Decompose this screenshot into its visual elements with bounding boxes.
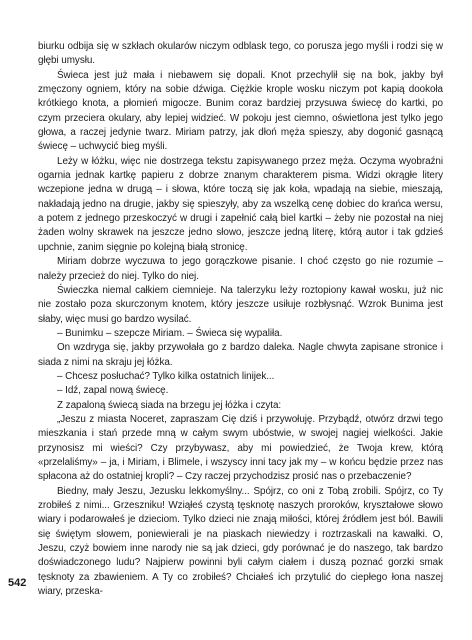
paragraph: Z zapaloną świecą siada na brzegu jej łóżka i czyta: (57, 399, 282, 411)
dialogue-line: – Idź, zapal nową świecę. (57, 385, 169, 397)
dialogue-line: – Bunimku – szepcze Miriam. – Świeca się wypaliła. (57, 327, 283, 339)
page-number: 542 (8, 577, 27, 589)
quoted-paragraph: Biedny, mały Jeszu, Jezusku lekkomyślny... Spójrz, co oni z Tobą zrobili. Spójrz, co Ty zrobiłeś z nimi... Grzeszniku! Wziąłeś czystą tęsknotę naszych proroków, kryształowe słowo wiary i podarowałeś je dzieciom. Tylko dzieci nie znają miłości, której źródłem jest ból. Bawili się świętym słowem, poniewierali je na piaskach niewiedzy i roztrzaskali na kawałki. O, Jeszu, czyż bowiem inne narody nie są jak dzieci, gdy porównać je do naszego, tak bardzo doświadczonego ludu? Najpierw powinni byli całym ciałem i duszą poznać gorzki smak tęsknoty za zbawieniem. A Ty co zrobiłeś? Chciałeś ich przytulić do ciepłego łona naszej wiary, przeska- (38, 485, 443, 598)
paragraph: Leży w łóżku, więc nie dostrzega tekstu zapisywanego przez męża. Oczyma wyobraźni ogarnia jednak kartkę papieru z dobrze znanym charakterem pisma. Widzi okrągłe litery wczepione jedna w drugą – i słowa, które toczą się jak koła, wpadają na siebie, mieszają, nakładają jedno na drugie, jakby się spieszyły, aby za wszelką cenę dobiec do krańca wersu, a potem z jednego przeskoczyć w drugi i zapełnić całą biel kartki – żeby nie pozostał na niej żaden wolny skrawek na jeszcze jedno słowo, jeszcze jedną literę, którą autor i tak gdzieś upchnie, zanim sięgnie po kolejną białą stronicę. (38, 155, 443, 253)
paragraph: Świeczka niemal całkiem ciemnieje. Na talerzyku leży roztopiony kawał wosku, już nic nie zostało poza skurczonym knotem, który jeszcze usiłuje rozbłysnąć. Wzrok Bunima jest słaby, więc musi go bardzo wysilać. (38, 284, 443, 325)
paragraph: On wzdryga się, jakby przywołała go z bardzo daleka. Nagle chwyta zapisane stronice i siada z nimi na skraju jej łóżka. (38, 342, 443, 368)
paragraph: biurku odbija się w szkłach okularów niczym odblask tego, co porusza jego myśli i rodzi się w głębi umysłu. (38, 41, 443, 67)
paragraph: Miriam dobrze wyczuwa to jego gorączkowe pisanie. I choć często go nie rozumie – należy przecież do niej. Tylko do niej. (38, 256, 443, 282)
body-text (38, 40, 443, 599)
paragraph: Świeca jest już mała i niebawem się dopali. Knot przechylił się na bok, jakby był zmęczony ogniem, który na sobie dźwiga. Ciężkie krople wosku niczym pot kapią dookoła krótkiego knota, a płomień migocze. Bunim coraz bardziej przysuwa świecę do kartki, po czym przeciera okulary, aby lepiej widzieć. W pokoju jest ciemno, oświetlona jest tylko jego głowa, a raczej jedynie twarz. Miriam patrzy, jak dłoń męża spieszy, aby dogonić gasnącą świecę – uchwycić bieg myśli. (38, 69, 443, 153)
dialogue-line: – Chcesz posłuchać? Tylko kilka ostatnich linijek... (57, 370, 275, 382)
quoted-paragraph: „Jeszu z miasta Noceret, zapraszam Cię dziś i przywołuję. Przybądź, otwórz drzwi tego mieszkania i stań przede mną w całym swym ubóstwie, w swojej nagiej wielkości. Jakie przynosisz mi wieści? Czy przybywasz, aby mi powiedzieć, że Twoja krew, którą «przelaliśmy» – ja, i Miriam, i Blimele, i wszyscy inni tacy jak my – w końcu będzie przez nas spłacona aż do ostatniej kropli? – Czy raczej przychodzisz prosić nas o przebaczenie? (38, 413, 443, 483)
